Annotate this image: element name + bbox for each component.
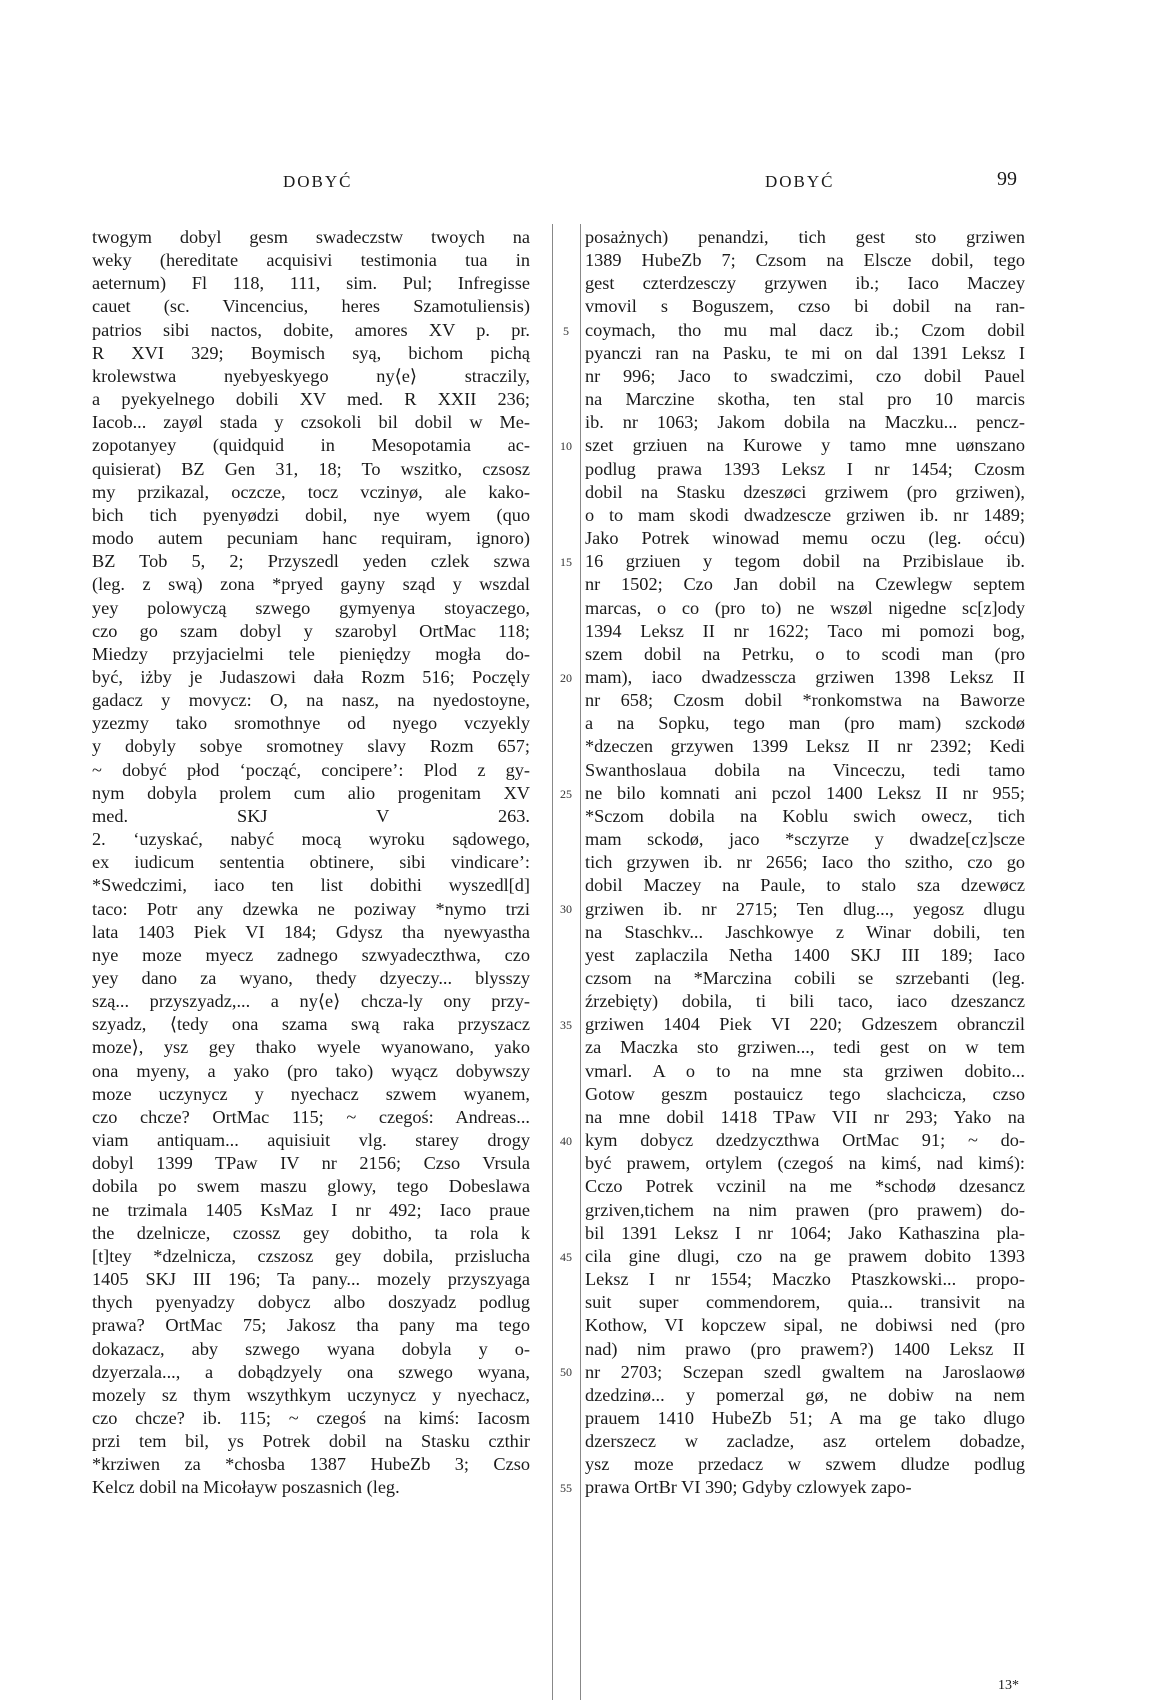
- text-line: dobila po swem maszu glowy, tego Dobeslawa: [92, 1176, 530, 1197]
- line-number: 40: [560, 1133, 572, 1148]
- text-line: y dobyly sobye sromotney slavy Rozm 657;: [92, 736, 530, 757]
- text-line: Miedzy przyjacielmi tele pienięd​zy mogła do-: [92, 643, 530, 664]
- text-line: 1389 HubeZb 7; Czsom na Elscze dobil, tego: [585, 250, 1025, 271]
- running-head-left: DOBYĆ: [283, 172, 353, 191]
- text-line: modo autem pecuniam hanc requiram, ignoro): [92, 528, 530, 549]
- text-line: moze⟩, ysz gey thako wyele wyanowano, yako: [92, 1037, 530, 1058]
- text-line: yey dano za wyano, thedy dzyeczy... blysszy: [92, 968, 530, 988]
- column-rule-left: [552, 224, 553, 1700]
- page-number: 99: [997, 168, 1017, 190]
- text-line: czo chcze? OrtMac 115; ~ czegoś: Andreas...: [92, 1106, 530, 1127]
- text-line: dokazacz, aby szwego wyana dobyla y o-: [92, 1338, 530, 1359]
- text-line: nym dobyla prolem cum alio progenitam XV: [92, 782, 530, 803]
- column-rule-right: [580, 224, 581, 1700]
- text-line: taco: Potr any dzewka ne poziway *nymo trzi: [92, 898, 530, 919]
- text-line: BZ Tob 5, 2; Przyszedl yeden czlek szwa: [92, 551, 530, 572]
- text-line: szem dobil na Petrku, o to scodi man (pro: [585, 643, 1025, 664]
- line-number: 50: [560, 1365, 572, 1380]
- text-line: viam antiquam... aquisiuit vlg. starey drogy: [92, 1130, 530, 1151]
- text-line: Cczo Potrek vczinil na me *schodø dzesancz: [585, 1176, 1025, 1197]
- text-line: o to mam skodi dwadzescze grziwen ib. nr 1489;: [585, 504, 1025, 525]
- text-line: szyadz, ⟨tedy ona szama swą raka przyszacz: [92, 1014, 530, 1035]
- text-line: ysz moze przedacz w szwem dludze podlug: [585, 1454, 1025, 1475]
- text-line: na Staschkv... Jaschkowye z Winar dobili, ten: [585, 921, 1025, 942]
- text-line: grziven,tichem na nim prawen (pro prawem) do-: [585, 1199, 1025, 1220]
- text-line: mozely sz thym wszythkym uczynycz y nyechacz,: [92, 1384, 530, 1405]
- text-line: czsom na *Marczina cobili se szrzebanti (leg.: [585, 968, 1025, 988]
- text-line: moze uczynycz y nyechacz szwem wyanem,: [92, 1083, 530, 1104]
- text-line: vmarl. A o to na mne sta grziwen dobito...: [585, 1060, 1025, 1081]
- text-line: Kelcz dobil na Micołayw poszasnich (leg.: [92, 1477, 400, 1498]
- signature-mark: 13*: [998, 1678, 1019, 1693]
- text-line: być, iżby je Judaszowi dała Rozm 516; Poczęly: [92, 666, 530, 687]
- text-line: grziwen 1404 Piek VI 220; Gdzeszem obranczil: [585, 1014, 1025, 1035]
- text-line: czo go szam dobyl y szarobyl OrtMac 118;: [92, 620, 530, 641]
- text-line: weky (hereditate acquisivi testimonia tua in: [92, 250, 530, 271]
- text-line: my przikazal, oczcze, tocz vczinyø, ale kako-: [92, 481, 530, 502]
- text-line: gadacz y movycz: O, na nasz, na nyedostoyne,: [92, 690, 530, 711]
- running-head-right: DOBYĆ: [765, 172, 835, 191]
- text-line: aeternum) Fl 118, 111, sim. Pul; Infregisse: [92, 273, 530, 294]
- text-line: coymach, tho mu mal dacz ib.; Czom dobil: [585, 319, 1025, 340]
- text-line: na mne dobil 1418 TPaw VII nr 293; Yako na: [585, 1106, 1025, 1127]
- text-line: nr 658; Czosm dobil *ronkomstwa na Baworze: [585, 690, 1025, 711]
- text-line: Iacob... zayøl stada y czsokoli bil dobil w Me-: [92, 412, 530, 433]
- text-line: vmovil s Boguszem, czso bi dobil na ran-: [585, 296, 1025, 317]
- text-line: szet grziuen na Kurowe y tamo mne uønszano: [585, 435, 1025, 456]
- text-line: cila gine dlugi, czo na ge prawem dobito 1393: [585, 1245, 1025, 1266]
- text-line: *dzeczen grzywen 1399 Leksz II nr 2392; Kedi: [585, 736, 1025, 757]
- text-line: nr 1502; Czo Jan dobil na Czewlegw septem: [585, 574, 1025, 595]
- text-line: mam sckodø, jaco *sczyrze y dwadze[cz]scze: [585, 829, 1025, 850]
- text-line: prawa? OrtMac 75; Jakosz tha pany ma tego: [92, 1315, 530, 1336]
- text-line: quisierat) BZ Gen 31, 18; To wszitko, czsosz: [92, 458, 530, 479]
- text-line: lata 1403 Piek VI 184; Gdysz tha nyewyastha: [92, 921, 530, 942]
- text-line: [t]tey *dzelnicza, czszosz gey dobila, przislucha: [92, 1245, 530, 1266]
- text-line: (leg. z swą) zona *pryed gayny sząd y wszdal: [92, 574, 530, 595]
- text-line: a na Sopku, tego man (pro mam) szckodø: [585, 713, 1025, 734]
- text-line: a pyekyelnego dobili XV med. R XXII 236;: [92, 389, 530, 410]
- text-line: *krziwen za *chosba 1387 HubeZb 3; Czso: [92, 1454, 530, 1475]
- text-line: podlug prawa 1393 Leksz I nr 1454; Czosm: [585, 458, 1025, 479]
- text-line: ne trzimala 1405 KsMaz I nr 492; Iaco praue: [92, 1199, 530, 1220]
- text-line: ne bilo komnati ani pczol 1400 Leksz II nr 955;: [585, 782, 1025, 803]
- text-line: ib. nr 1063; Jakom dobila na Maczku... pencz-: [585, 412, 1025, 433]
- text-line: the dzelnicze, czossz gey dobitho, ta rola k: [92, 1222, 530, 1243]
- text-line: prauem 1410 HubeZb 51; A ma ge tako dlugo: [585, 1407, 1025, 1428]
- text-line: 1394 Leksz II nr 1622; Taco mi pomozi bog,: [585, 620, 1025, 641]
- text-line: być prawem, ortylem (czegoś na kimś, nad kimś):: [585, 1153, 1025, 1174]
- text-line: bich tich pyenyødzi dobil, nye wyem (quo: [92, 504, 530, 525]
- text-line: dzyerzala..., a dobądzyely ona szwego wyana,: [92, 1361, 530, 1382]
- text-line: yest zaplaczila Netha 1400 SKJ III 189; Iaco: [585, 944, 1025, 965]
- text-line: źrzebięty) dobila, ti bili taco, iaco dzeszancz: [585, 991, 1025, 1012]
- text-line: pyanczi ran na Pasku, te mi on dal 1391 Leksz I: [585, 342, 1025, 363]
- right-column: [585, 226, 1025, 1500]
- text-line: dobil Maczey na Paule, to stalo sza dzewøcz: [585, 875, 1025, 896]
- line-number: 45: [560, 1249, 572, 1264]
- text-line: prawa OrtBr VI 390; Gdyby czlowyek zapo-: [585, 1477, 912, 1498]
- text-line: Leksz I nr 1554; Maczko Ptaszkowski... propo-: [585, 1269, 1025, 1290]
- text-line: nr 996; Jaco to swadczimi, czo dobil Pauel: [585, 365, 1025, 386]
- text-line: grziwen ib. nr 2715; Ten dlug..., yegosz dlugu: [585, 898, 1025, 919]
- text-line: cauet (sc. Vincencius, heres Szamotuliensis): [92, 296, 530, 317]
- text-line: nr 2703; Sczepan szedl gwaltem na Jaroslaowø: [585, 1361, 1025, 1382]
- line-number: 35: [560, 1018, 572, 1033]
- text-line: nad) nim prawo (pro prawem?) 1400 Leksz II: [585, 1338, 1025, 1359]
- text-line: patrios sibi nactos, dobite, amores XV p. pr.: [92, 319, 530, 340]
- text-line: mam), iaco dwadzesscza grziwen 1398 Leksz II: [585, 666, 1025, 687]
- line-number: 15: [560, 555, 572, 570]
- line-number: 10: [560, 439, 572, 454]
- text-line: ona myeny, a yako (pro tako) wyącz dobywszy: [92, 1060, 530, 1081]
- text-line: posażnych) penandzi, tich gest sto grziwen: [585, 227, 1025, 247]
- line-number: 25: [560, 786, 572, 801]
- line-number: 5: [563, 323, 569, 338]
- text-line: ex iudicum sententia obtinere, sibi vindicareʼ:: [92, 852, 530, 873]
- line-number: 30: [560, 902, 572, 917]
- text-line: tich grzywen ib. nr 2656; Iaco tho szitho, czo go: [585, 852, 1025, 873]
- text-line: zopotanyey (quidquid in Mesopotamia ac-: [92, 435, 530, 456]
- text-line: Jako Potrek winowad memu oczu (leg. oćcu): [585, 528, 1025, 549]
- text-line: *Swedczimi, iaco ten list dobithi wyszedl[d]: [92, 875, 530, 896]
- text-line: 1405 SKJ III 196; Ta pany... mozely przyszyaga: [92, 1269, 530, 1290]
- text-line: na Marczine skotha, ten stal pro 10 marcis: [585, 389, 1025, 410]
- text-line: yzezmy tako sromothnye od nyego vczyekly: [92, 713, 530, 734]
- text-line: Swanthoslaua dobila na Vinceczu, tedi tamo: [585, 759, 1025, 780]
- text-line: suit super commendorem, quia... transivit na: [585, 1292, 1025, 1313]
- line-number: 55: [560, 1481, 572, 1496]
- text-line: za Maczka sto grziwen..., tedi gest on w tem: [585, 1037, 1025, 1058]
- text-line: krolewstwa nyebyeskyego ny⟨e⟩ straczily,: [92, 365, 530, 386]
- text-line: bil 1391 Leksz I nr 1064; Jako Kathaszina pla-: [585, 1222, 1025, 1243]
- text-line: przi tem bil, ys Potrek dobil na Stasku czthir: [92, 1431, 530, 1452]
- text-line: marcas, o co (pro to) ne wszøl nigedne sc[z]ody: [585, 597, 1025, 618]
- text-line: Kothow, VI kopczew sipal, ne dobiwsi ned (pro: [585, 1315, 1025, 1336]
- text-line: kym dobycz dzedzyczthwa OrtMac 91; ~ do-: [585, 1130, 1025, 1151]
- text-line: nye moze myecz zadnego szwyadeczthwa, czo: [92, 944, 530, 965]
- text-line: gest czterdzesczy grzywen ib.; Iaco Maczey: [585, 273, 1025, 294]
- text-line: R XVI 329; Boymisch syą, bichom pichą: [92, 342, 530, 363]
- text-line: szą... przyszyadz,... a ny⟨e⟩ chcza-ly ony przy-: [92, 991, 530, 1012]
- text-line: *Sczom dobila na Koblu swich owecz, tich: [585, 805, 1025, 826]
- text-line: yey polowyczą szwego gymyenya stoyaczego,: [92, 597, 530, 618]
- text-line: Gotow geszm postauicz tego slachcicza, czso: [585, 1083, 1025, 1104]
- text-line: med. SKJ V 263.: [92, 805, 530, 826]
- text-line: thych pyenyadzy dobycz albo doszyadz podlug: [92, 1292, 530, 1313]
- text-line: 2. ʻuzyskać, nabyć mocą wyroku sądowego,: [92, 829, 530, 850]
- text-line: 16 grziuen y tegom dobil na Przibislaue ib.: [585, 551, 1025, 572]
- text-line: czo chcze? ib. 115; ~ czegoś na kimś: Iacosm: [92, 1407, 530, 1428]
- text-line: ~ dobyć płod ʻpocząć, concipereʼ: Plod z gy-: [92, 759, 530, 780]
- text-line: twogym dobyl gesm swadeczstw twoych na: [92, 227, 530, 247]
- text-line: dobil na Stasku dzeszøci grziwem (pro grziwen),: [585, 481, 1025, 502]
- left-column: [92, 226, 530, 1500]
- line-number: 20: [560, 670, 572, 685]
- text-line: dzedzinø... y pomerzal gø, ne dobiw na nem: [585, 1384, 1025, 1405]
- text-line: dobyl 1399 TPaw IV nr 2156; Czso Vrsula: [92, 1153, 530, 1174]
- text-line: dzerszecz w zacladze, asz ortelem dobadze,: [585, 1431, 1025, 1452]
